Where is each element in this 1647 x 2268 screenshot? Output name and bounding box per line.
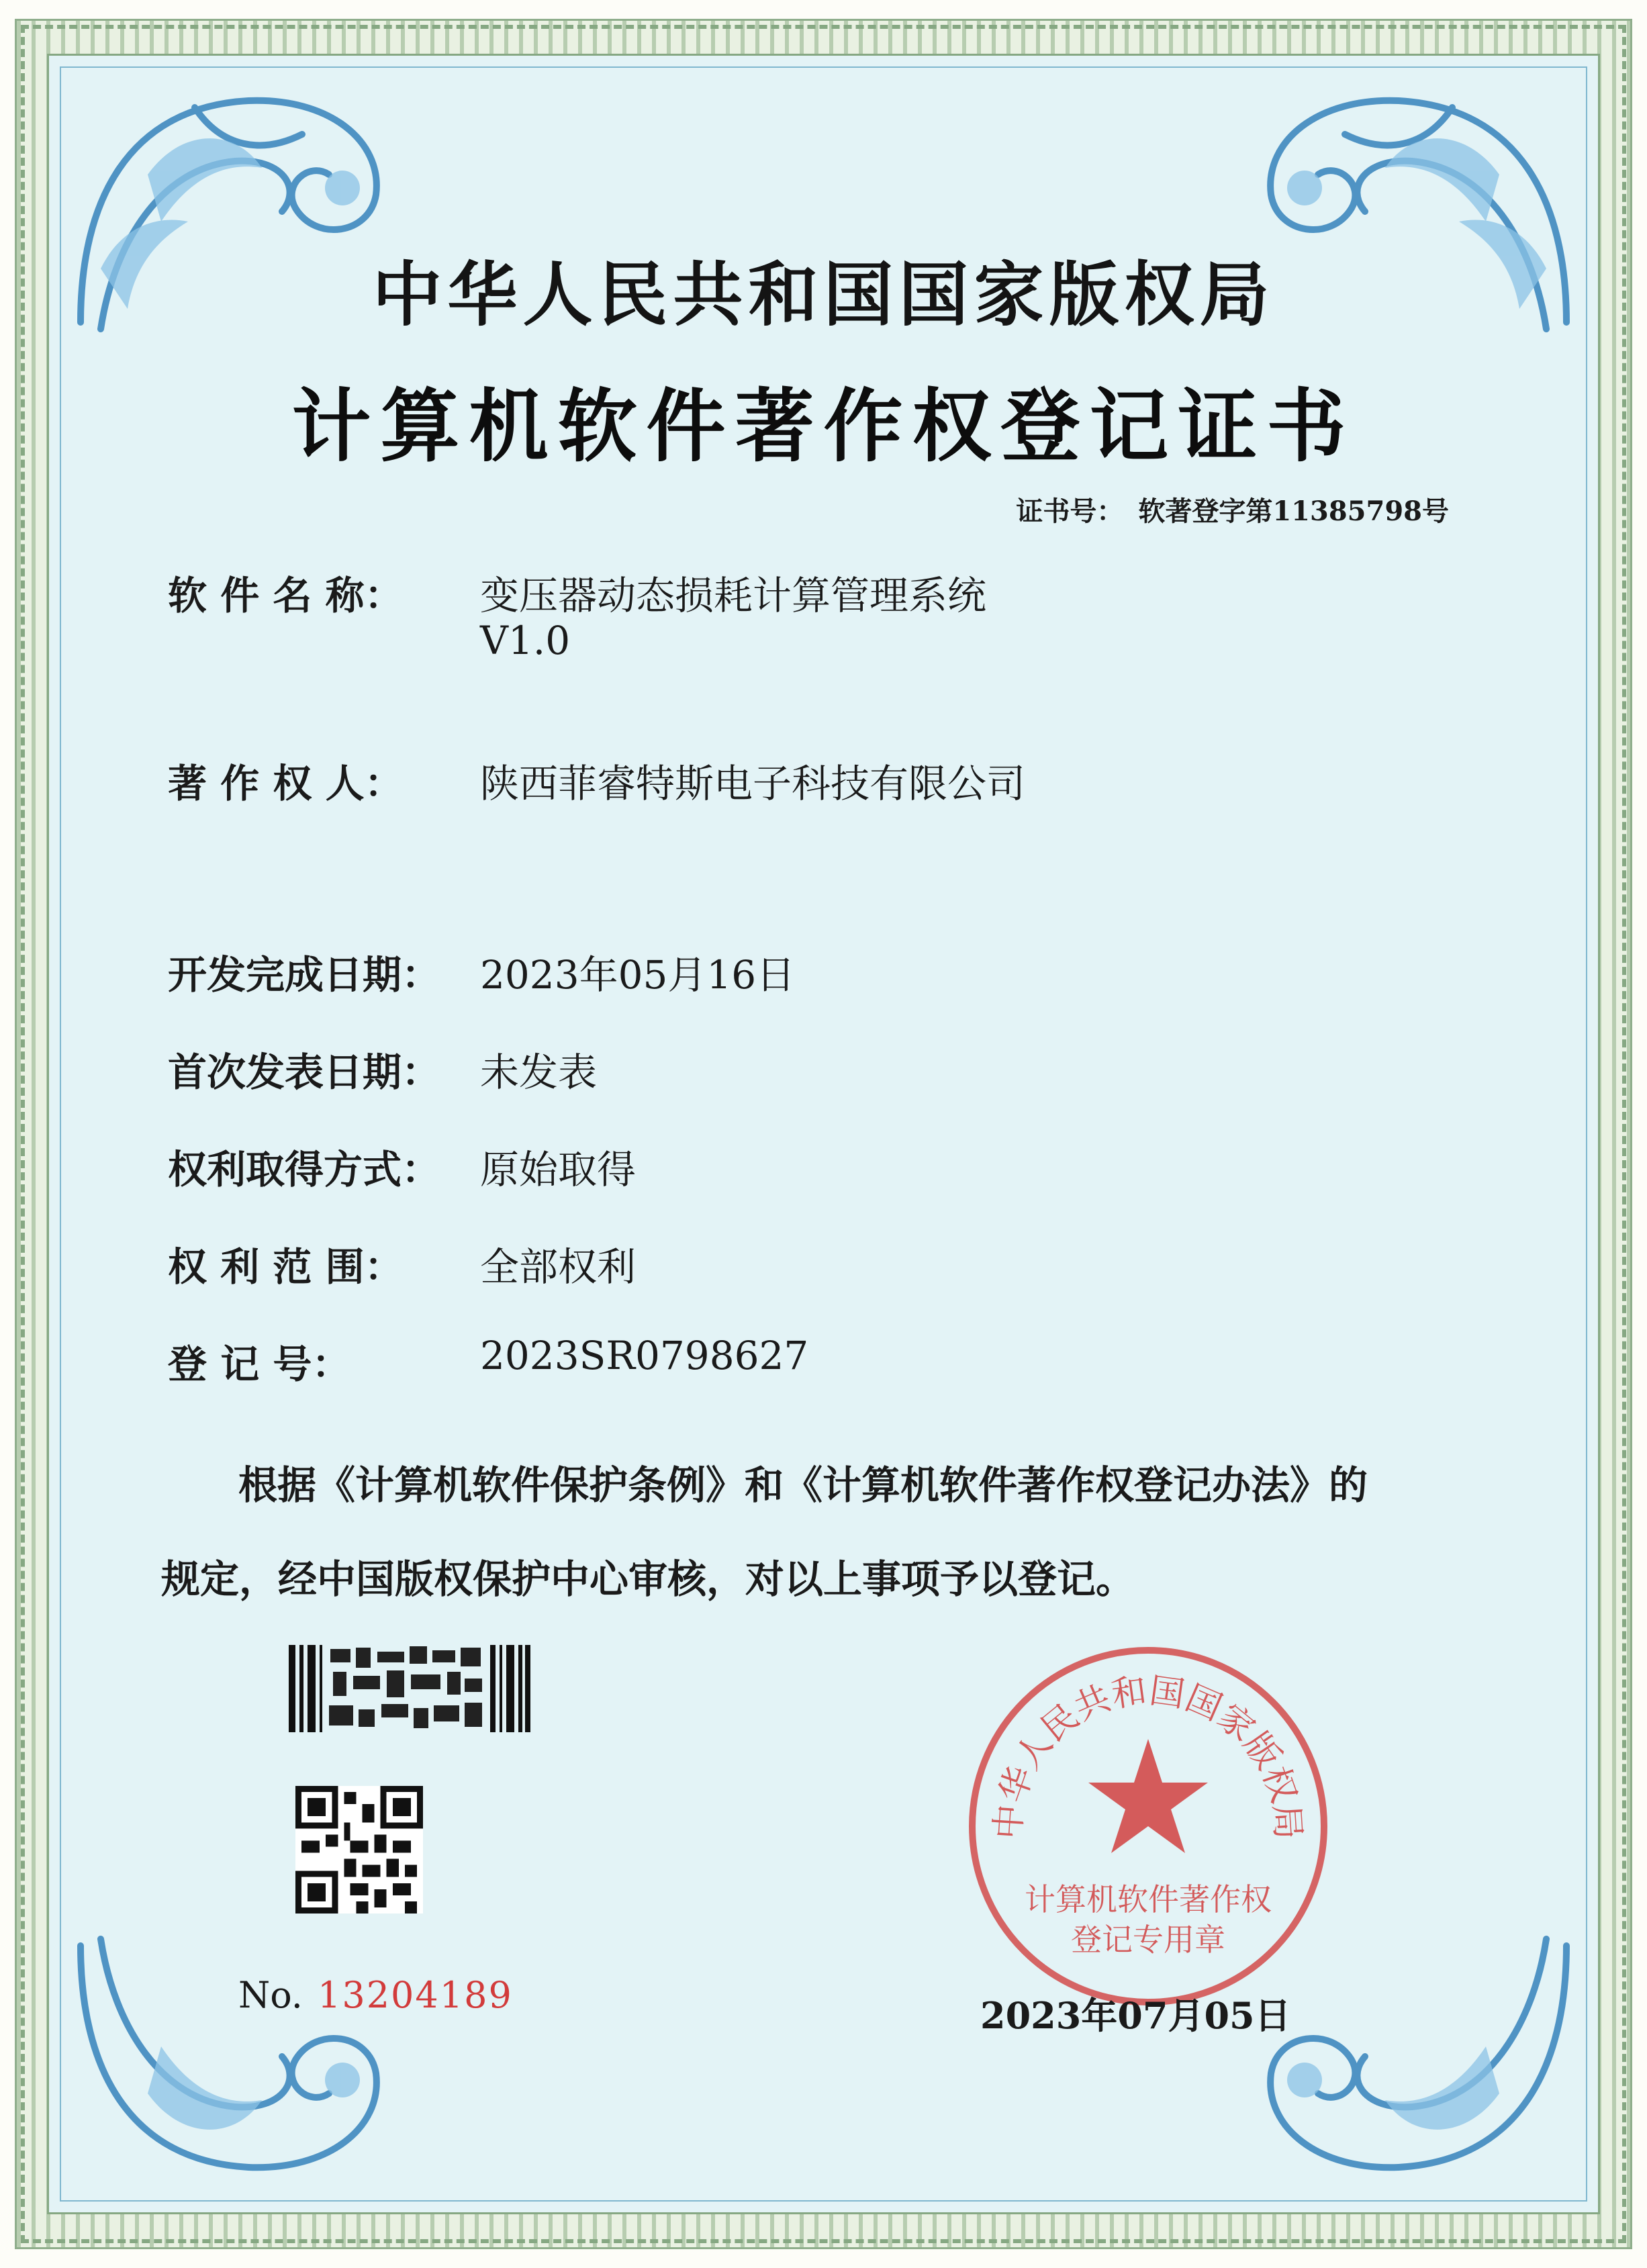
certificate-number-value: 软著登字第11385798号 [1138, 495, 1449, 527]
serial-number [238, 1974, 513, 2016]
field-value: 全部权利 [480, 1244, 637, 1290]
statement-line-2: 规定，经中国版权保护中心审核，对以上事项予以登记。 [161, 1556, 1135, 1602]
qr-code [295, 1786, 423, 1913]
certificate-title: 计算机软件著作权登记证书 [291, 379, 1356, 473]
statement-line-1: 根据《计算机软件保护条例》和《计算机软件著作权登记办法》的 [238, 1462, 1368, 1508]
field-value: 2023年05月16日 [480, 952, 796, 998]
field-value: 未发表 [480, 1049, 598, 1095]
field-value-version: V1.0 [480, 618, 571, 663]
field-label: 著 作 权 人： [168, 761, 404, 806]
field-value: 变压器动态损耗计算管理系统 [480, 573, 987, 618]
serial-number-label: No. [238, 1974, 303, 2016]
field-label: 权利取得方式： [168, 1147, 441, 1192]
field-label: 软 件 名 称： [168, 573, 404, 618]
seal-inner-line-2: 登记专用章 [1071, 1922, 1225, 1958]
field-label: 开发完成日期： [168, 952, 441, 998]
field-value: 原始取得 [480, 1147, 637, 1192]
serial-number-value: 13204189 [317, 1974, 513, 2016]
field-label: 首次发表日期： [168, 1049, 441, 1095]
seal-ring-text: 中华人民共和国国家版权局 [988, 1670, 1309, 1841]
field-label: 权 利 范 围： [168, 1244, 404, 1290]
field-value: 陕西菲睿特斯电子科技有限公司 [480, 761, 1026, 806]
certificate-number-label: 证书号： [1016, 495, 1124, 527]
field-value: 2023SR0798627 [480, 1333, 809, 1378]
issue-date: 2023年07月05日 [980, 1994, 1291, 2037]
certificate-number [1016, 490, 1449, 528]
barcode [289, 1645, 530, 1732]
field-label: 登 记 号： [168, 1341, 351, 1387]
seal-inner-line-1: 计算机软件著作权 [1025, 1881, 1272, 1918]
corner-ornament-bottom-left [60, 1919, 436, 2201]
official-seal [960, 1638, 1336, 2014]
issuer-title: 中华人民共和国国家版权局 [372, 253, 1275, 336]
